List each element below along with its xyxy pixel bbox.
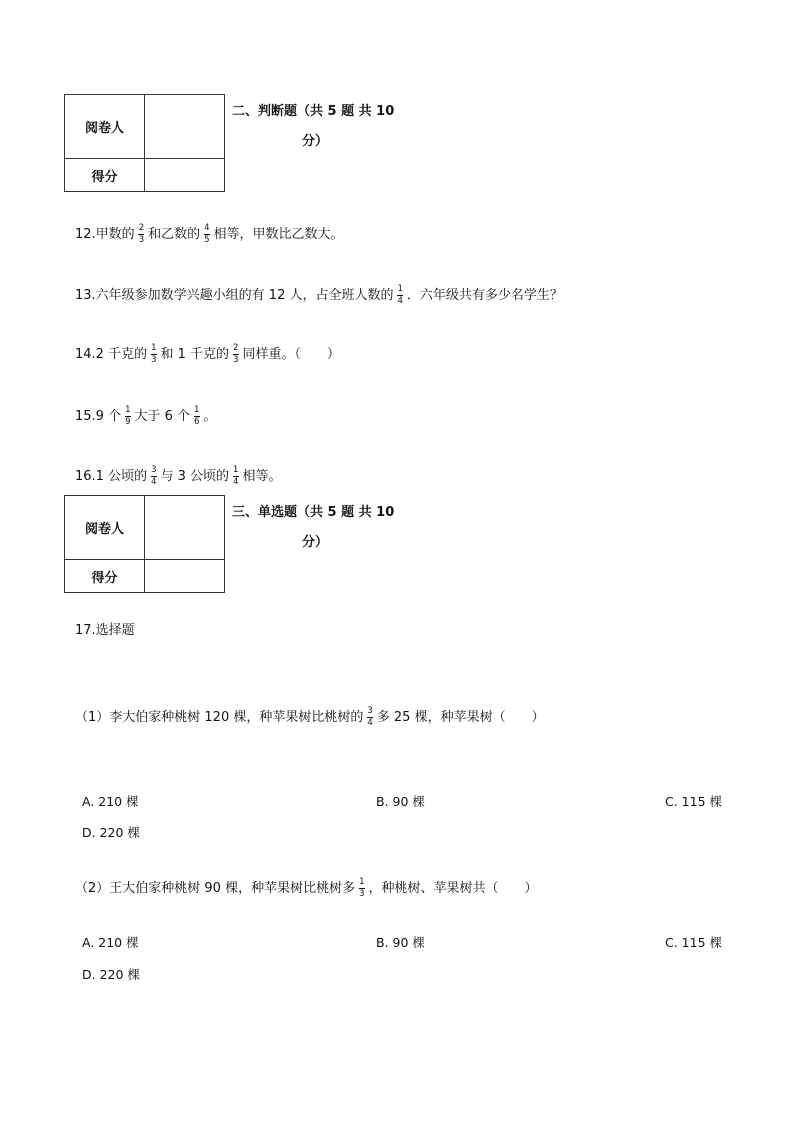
reviewer-label: 阅卷人 [65, 95, 145, 159]
fraction: $\frac{3}{4}$ [151, 465, 157, 487]
fraction: $\frac{2}{3}$ [138, 223, 145, 245]
option-a[interactable]: A. 210 棵 [82, 794, 139, 809]
option-b[interactable]: B. 90 棵 [376, 794, 425, 809]
option-b[interactable]: B. 90 棵 [376, 935, 425, 950]
fraction: $\frac{1}{3}$ [359, 877, 365, 899]
reviewer-cell [145, 95, 225, 159]
score-table-section3 [64, 495, 225, 593]
question-16: 16.1 公顷的 $\frac{3}{4}$ 与 3 公顷的 $\frac{1}{4}$ 相等。 [75, 465, 282, 487]
fraction: $\frac{1}{6}$ [194, 405, 200, 427]
question-17-title: 17.选择题 [75, 623, 135, 638]
option-c[interactable]: C. 115 棵 [665, 935, 723, 950]
fraction: $\frac{1}{4}$ [397, 284, 403, 306]
reviewer-label: 阅卷人 [65, 496, 145, 560]
section3-title-line1: 三、单选题（共 5 题 共 10 [232, 505, 395, 520]
option-c[interactable]: C. 115 棵 [665, 794, 723, 809]
option-d[interactable]: D. 220 棵 [82, 825, 140, 840]
score-table-section2 [64, 94, 225, 192]
section2-title-line1: 二、判断题（共 5 题 共 10 [232, 104, 395, 119]
fraction: $\frac{3}{4}$ [367, 706, 373, 728]
section3-title-line2: 分） [302, 535, 329, 550]
fraction: $\frac{1}{4}$ [233, 465, 239, 487]
question-17-sub1: （1）李大伯家种桃树 120 棵，种苹果树比桃树的 $\frac{3}{4}$ 多 25 棵，种苹果树（ ） [75, 706, 545, 728]
option-d[interactable]: D. 220 棵 [82, 967, 140, 982]
fraction: $\frac{2}{3}$ [233, 343, 239, 365]
score-cell [145, 560, 225, 593]
fraction: $\frac{1}{9}$ [125, 405, 131, 427]
score-label: 得分 [65, 560, 145, 593]
reviewer-cell [145, 496, 225, 560]
question-12: 12.甲数的 $\frac{2}{3}$ 和乙数的 $\frac{4}{5}$ 相等，甲数比乙数大。 [75, 223, 344, 245]
question-13: 13.六年级参加数学兴趣小组的有 12 人，占全班人数的 $\frac{1}{4}$ ．六年级共有多少名学生？ [75, 284, 563, 306]
question-14: 14.2 千克的 $\frac{1}{3}$ 和 1 千克的 $\frac{2}{3}$ 同样重。（ ） [75, 343, 340, 365]
score-label: 得分 [65, 159, 145, 192]
score-cell [145, 159, 225, 192]
option-a[interactable]: A. 210 棵 [82, 935, 139, 950]
question-17-sub2: （2）王大伯家种桃树 90 棵，种苹果树比桃树多 $\frac{1}{3}$ ，种桃树、苹果树共（ ） [75, 877, 538, 899]
fraction: $\frac{4}{5}$ [204, 223, 210, 245]
fraction: $\frac{1}{3}$ [151, 343, 157, 365]
question-15: 15.9 个 $\frac{1}{9}$ 大于 6 个 $\frac{1}{6}$ 。 [75, 405, 217, 427]
section2-title-line2: 分） [302, 134, 329, 149]
